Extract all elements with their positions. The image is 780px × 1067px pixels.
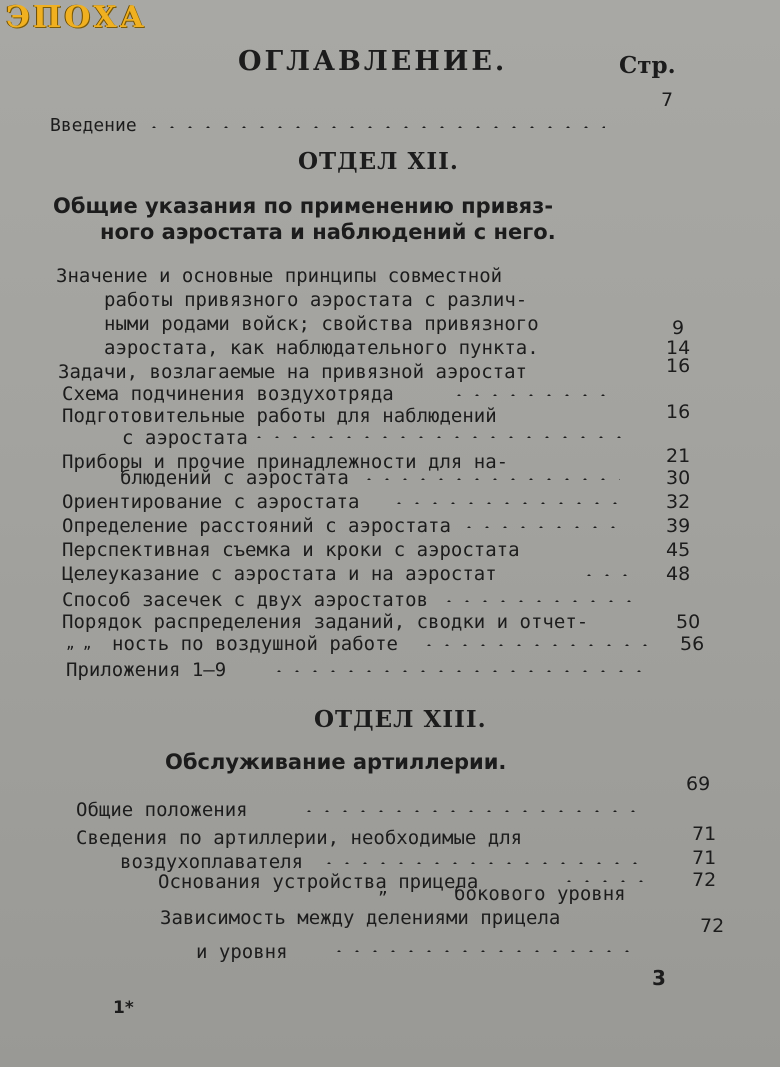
toc-entry-text: работы привязного аэростата с различ- (104, 289, 528, 311)
toc-entry-text: Порядок распределения заданий, сводки и отчет- (62, 611, 589, 633)
toc-entry (0, 658, 780, 682)
dot-leader (330, 950, 640, 952)
page-number: 3 (652, 966, 666, 990)
toc-entry-text: ными родами войск; свойства привязного (104, 313, 539, 335)
toc-entry (0, 632, 780, 656)
toc-entry-text: Схема подчинения воздухотряда (62, 383, 394, 405)
toc-entry-text: Общие положения (76, 799, 248, 821)
toc-entry-text: Подготовительные работы для наблюдений (62, 405, 497, 427)
dot-leader (580, 574, 640, 576)
toc-entry (0, 822, 780, 849)
toc-entry (0, 538, 780, 562)
toc-entry-text: Приложения 1—9 (66, 659, 227, 681)
toc-entry-text: Способ засечек с двух аэростатов (62, 589, 429, 611)
dot-leader (460, 526, 620, 528)
toc-entry-page: 72 (700, 915, 725, 937)
ditto-mark: „ „ (66, 636, 92, 652)
toc-entry-text: Перспективная съемка и кроки с аэростата (62, 539, 520, 561)
toc-entry (0, 400, 780, 427)
section-subtitle-xiii: Обслуживание артиллерии. (165, 750, 507, 774)
toc-entry-text: Значение и основные принципы совместной (56, 265, 503, 287)
dot-leader (250, 436, 630, 438)
toc-entry-text: Основания устройства прицела (158, 871, 479, 893)
toc-entry (0, 288, 780, 312)
toc-entry-page: 71 (692, 823, 717, 845)
toc-entry-text: ность по воздушной работе (112, 633, 398, 655)
page-title: ОГЛАВЛЕНИЕ. (238, 46, 508, 77)
toc-entry-page: 48 (666, 563, 691, 585)
toc-entry (0, 444, 780, 473)
toc-entry (0, 490, 780, 514)
toc-entry-page: 69 (686, 773, 711, 795)
dot-leader (420, 644, 650, 646)
toc-entry (0, 772, 780, 821)
dot-leader (270, 670, 650, 672)
section-title-xiii: ОТДЕЛ XIII. (314, 706, 487, 733)
toc-entry-text: Сведения по артиллерии, необходимые для (76, 827, 523, 849)
toc-entry (0, 868, 780, 907)
toc-entry-page: 71 (692, 847, 717, 869)
toc-entry (0, 562, 780, 586)
toc-entry-page: 39 (666, 515, 691, 537)
toc-entry (0, 354, 780, 405)
toc-entry-text: Задачи, возлагаемые на привязной аэростат (58, 361, 527, 383)
toc-entry-page: 50 (676, 611, 701, 633)
toc-entry-page: 45 (666, 539, 691, 561)
toc-entry-page: 72 (692, 869, 717, 891)
dot-leader (390, 502, 620, 504)
dot-leader (320, 862, 640, 864)
toc-entry-page: 16 (666, 355, 691, 377)
ditto-mark: ” (378, 888, 388, 907)
toc-entry (0, 514, 780, 538)
toc-entry-page: 56 (680, 633, 705, 655)
toc-entry (0, 610, 780, 634)
toc-entry-text: воздухоплавателя (120, 851, 304, 873)
dot-leader (440, 600, 640, 602)
toc-entry-text: Целеуказание с аэростата и на аэростат (62, 563, 497, 585)
toc-entry (0, 264, 780, 288)
toc-entry-text: Определение расстояний с аэростата (62, 515, 451, 537)
toc-entry (0, 588, 780, 612)
dot-leader (360, 478, 620, 480)
watermark-logo: ЭПОХА (6, 0, 148, 35)
toc-entry-text: Введение (50, 115, 137, 136)
section-subtitle-xii-line2: ного аэростата и наблюдений с него. (100, 220, 556, 244)
toc-entry-text: Приборы и прочие принадлежности для на- (62, 451, 509, 473)
toc-entry (0, 938, 780, 962)
toc-entry-page: 9 (672, 317, 685, 339)
toc-entry (0, 466, 780, 490)
toc-entry-page: 16 (666, 401, 691, 423)
dot-leader (300, 810, 640, 812)
section-title-xii: ОТДЕЛ XII. (298, 148, 459, 175)
toc-entry-page: 14 (666, 337, 691, 359)
toc-entry (0, 114, 780, 138)
toc-entry-page: 21 (666, 445, 691, 467)
toc-entry (0, 846, 780, 873)
dot-leader (145, 126, 605, 128)
toc-entry-page: 7 (661, 89, 674, 111)
toc-entry-text: блюдений с аэростата (120, 467, 349, 489)
toc-entry-text: с аэростата (122, 427, 248, 449)
toc-entry-text: и уровня (196, 941, 288, 963)
toc-entry (0, 900, 780, 937)
dot-leader (450, 394, 615, 396)
signature-mark: 1* (113, 998, 134, 1018)
toc-entry-text: бокового уровня (454, 883, 626, 905)
section-subtitle-xii-line1: Общие указания по применению привяз- (53, 194, 554, 218)
toc-entry-text: Ориентирование с аэростата (62, 491, 360, 513)
page-column-label: Стр. (619, 52, 676, 79)
toc-entry-text: Зависимость между делениями прицела (160, 907, 561, 929)
toc-entry-text: аэростата, как наблюдательного пункта. (104, 337, 539, 359)
toc-entry-page: 30 (666, 467, 691, 489)
toc-entry-page: 32 (666, 491, 691, 513)
toc-page-row (0, 88, 780, 112)
